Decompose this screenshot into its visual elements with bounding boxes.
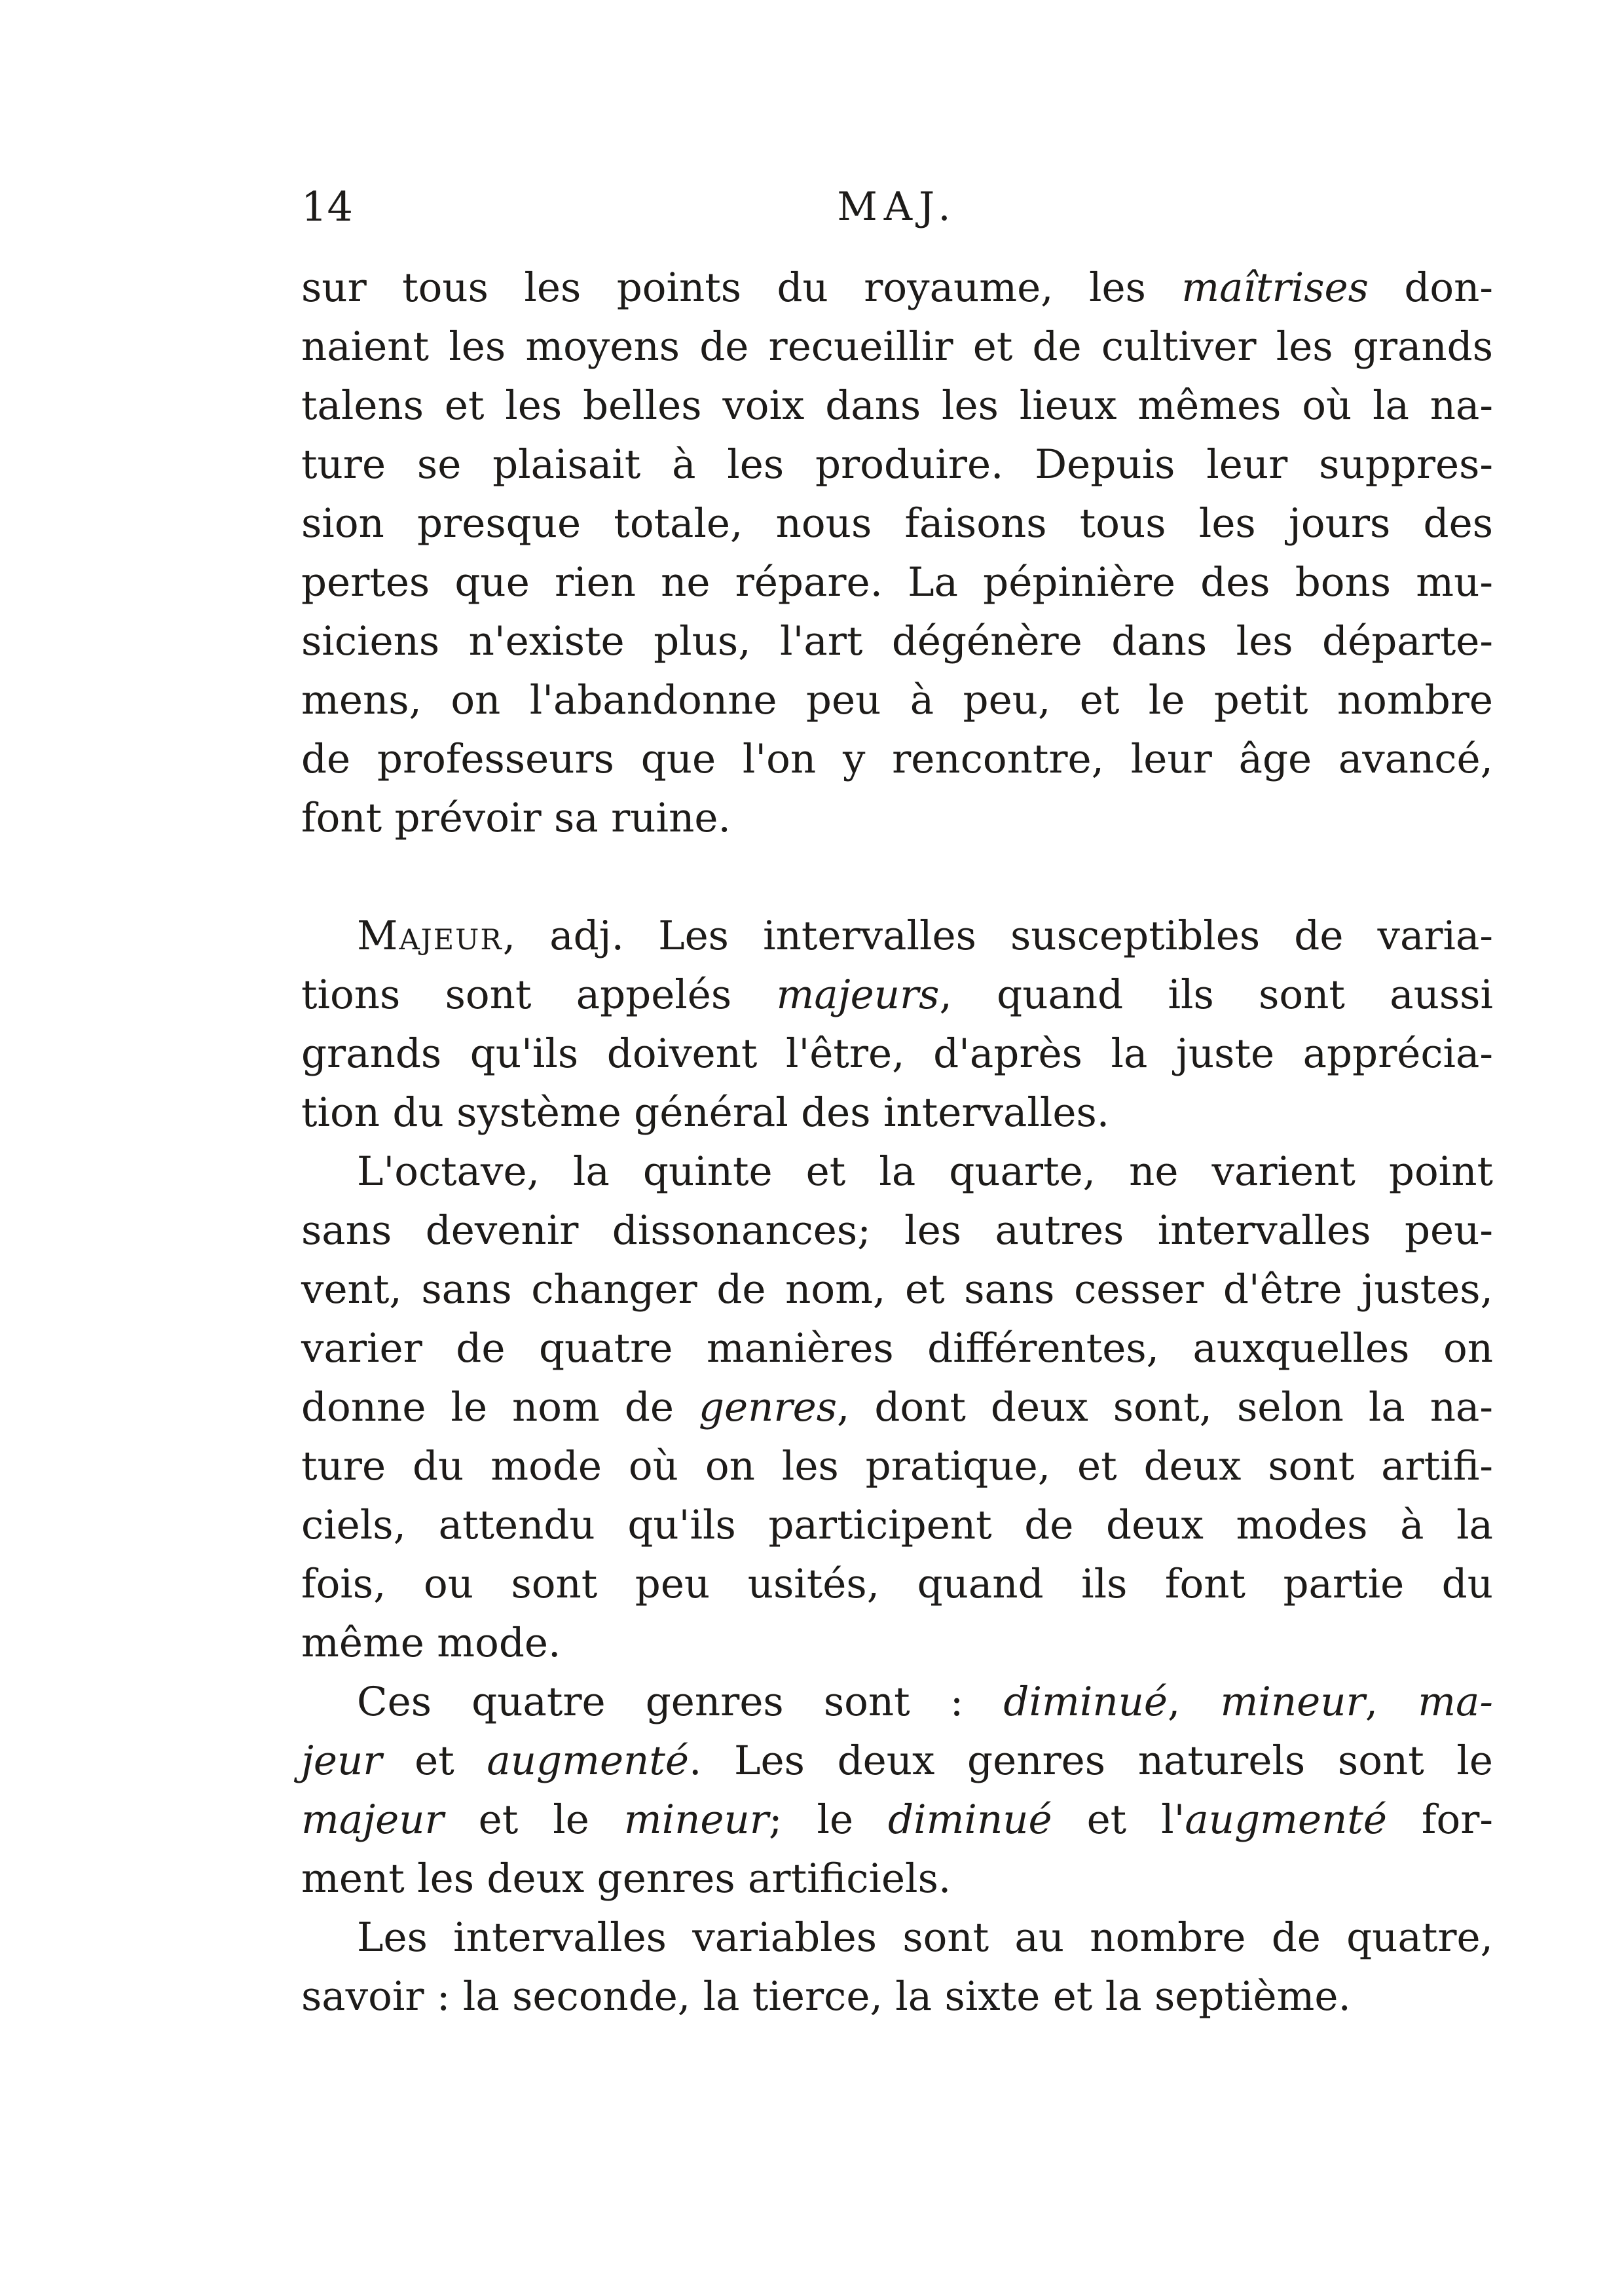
text-run: grands qu'ils doivent l'être, d'après la juste apprécia- xyxy=(301,1030,1493,1077)
text-run: pertes que rien ne répare. La pépinière des bons mu- xyxy=(301,559,1493,606)
text-line xyxy=(301,789,1493,848)
paragraph-octave xyxy=(301,1142,1493,1673)
text-run: Les intervalles variables sont au nombre de quatre, xyxy=(357,1914,1493,1961)
text-run: ture du mode où on les pratique, et deux sont artifi- xyxy=(301,1443,1493,1489)
text-line xyxy=(301,1084,1493,1142)
text-run: tion du système général des intervalles. xyxy=(301,1089,1110,1136)
text-line xyxy=(301,259,1493,318)
text-line xyxy=(301,1555,1493,1614)
text-run: font prévoir sa ruine. xyxy=(301,795,731,841)
paragraph-majeur-definition xyxy=(301,907,1493,1142)
text-line xyxy=(301,494,1493,553)
paragraph-intervalles-variables xyxy=(301,1908,1493,2026)
text-line xyxy=(301,1673,1493,1732)
text-run: ciels, attendu qu'ils participent de deux modes à la xyxy=(301,1502,1493,1548)
text-run: ; le xyxy=(768,1796,889,1843)
body-text xyxy=(301,259,1493,2026)
text-run: fois, ou sont peu usités, quand ils font partie du xyxy=(301,1561,1493,1607)
italic-term: ma- xyxy=(1418,1679,1494,1725)
text-run: Ces quatre genres sont : xyxy=(357,1679,1004,1725)
italic-term: genres xyxy=(699,1384,837,1430)
paragraph-maitrises xyxy=(301,259,1493,848)
text-run: siciens n'existe plus, l'art dégénère dans les départe- xyxy=(301,618,1493,665)
italic-term: diminué xyxy=(888,1796,1052,1843)
text-run: varier de quatre manières différentes, auxquelles on xyxy=(301,1325,1493,1372)
text-line xyxy=(301,318,1493,376)
text-line xyxy=(301,1614,1493,1673)
text-line xyxy=(301,1496,1493,1555)
entry-headword: Majeur xyxy=(357,913,503,959)
text-run: sur tous les points du royaume, les xyxy=(301,264,1182,311)
text-run: naient les moyens de recueillir et de cultiver les grands xyxy=(301,323,1493,370)
text-line xyxy=(301,1142,1493,1201)
text-run: et xyxy=(382,1738,487,1784)
text-line xyxy=(301,671,1493,730)
text-run: , xyxy=(1365,1679,1418,1725)
text-line xyxy=(301,1437,1493,1496)
text-run: for- xyxy=(1386,1796,1493,1843)
text-line xyxy=(301,553,1493,612)
text-line xyxy=(301,1850,1493,1908)
page-header xyxy=(301,181,1493,240)
text-run: mens, on l'abandonne peu à peu, et le petit nombre xyxy=(301,677,1493,723)
text-run: tions sont appelés xyxy=(301,972,777,1018)
text-run: , quand ils sont aussi xyxy=(939,972,1493,1018)
text-run: don- xyxy=(1368,264,1493,311)
text-line xyxy=(301,376,1493,435)
italic-term: majeurs xyxy=(776,972,940,1018)
text-run: même mode. xyxy=(301,1620,561,1666)
text-run: talens et les belles voix dans les lieux mêmes où la na- xyxy=(301,382,1493,429)
text-run: donne le nom de xyxy=(301,1384,699,1430)
text-line xyxy=(301,1732,1493,1791)
text-run: , xyxy=(1168,1679,1221,1725)
text-line xyxy=(301,435,1493,494)
text-line xyxy=(301,907,1493,966)
italic-term: majeur xyxy=(301,1796,444,1843)
text-run: ment les deux genres artificiels. xyxy=(301,1855,951,1902)
text-run: . Les deux genres naturels sont le xyxy=(688,1738,1493,1784)
italic-term: augmenté xyxy=(1185,1796,1387,1843)
italic-term: jeur xyxy=(301,1738,382,1784)
text-line xyxy=(301,1791,1493,1850)
text-line xyxy=(301,730,1493,789)
text-run: et l' xyxy=(1052,1796,1185,1843)
italic-term: augmenté xyxy=(487,1738,689,1784)
text-run: vent, sans changer de nom, et sans cesser d'être justes, xyxy=(301,1266,1493,1313)
text-run: , dont deux sont, selon la na- xyxy=(837,1384,1493,1430)
text-run: ture se plaisait à les produire. Depuis leur suppres- xyxy=(301,441,1493,488)
text-run: sans devenir dissonances; les autres intervalles peu- xyxy=(301,1207,1493,1254)
text-line xyxy=(301,1201,1493,1260)
text-line xyxy=(301,1025,1493,1084)
text-run: et le xyxy=(443,1796,624,1843)
page-number: 14 xyxy=(301,183,353,230)
text-run: L'octave, la quinte et la quarte, ne varient point xyxy=(357,1148,1493,1195)
italic-term: maîtrises xyxy=(1181,264,1369,311)
italic-term: mineur xyxy=(1220,1679,1365,1725)
text-line xyxy=(301,612,1493,671)
text-line xyxy=(301,1378,1493,1437)
text-run: , adj. Les intervalles susceptibles de varia- xyxy=(502,913,1493,959)
text-run: savoir : la seconde, la tierce, la sixte et la septième. xyxy=(301,1973,1351,2020)
italic-term: mineur xyxy=(623,1796,769,1843)
text-line xyxy=(301,1967,1493,2026)
paragraph-quatre-genres xyxy=(301,1673,1493,1908)
text-line xyxy=(301,1908,1493,1967)
text-line xyxy=(301,966,1493,1025)
text-line xyxy=(301,1260,1493,1319)
text-run: de professeurs que l'on y rencontre, leur âge avancé, xyxy=(301,736,1493,782)
text-run: sion presque totale, nous faisons tous les jours des xyxy=(301,500,1493,547)
italic-term: diminué xyxy=(1003,1679,1168,1725)
running-head: MAJ. xyxy=(837,184,957,230)
text-line xyxy=(301,1319,1493,1378)
